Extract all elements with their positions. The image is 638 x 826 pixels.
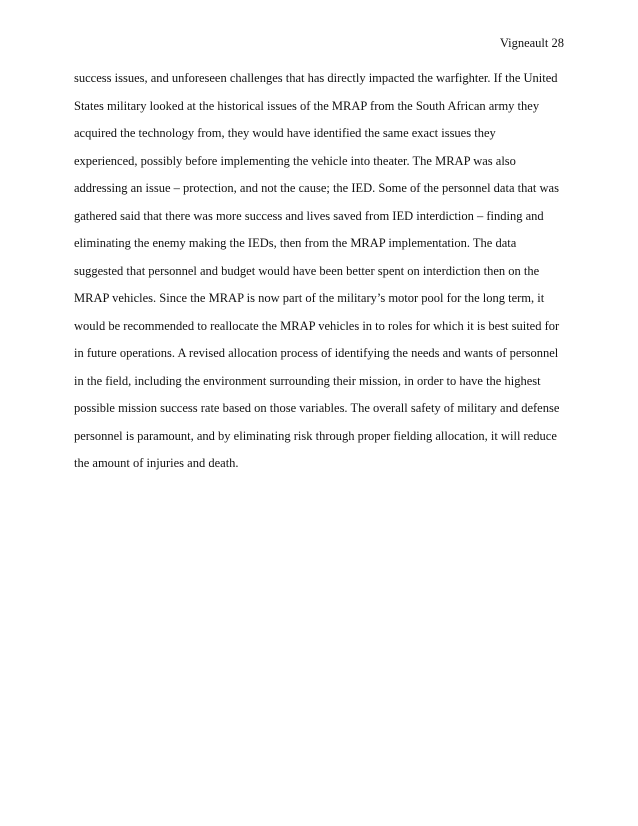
text-line: the amount of injuries and death. [74,456,239,470]
text-line: eliminating the enemy making the IEDs, then from the MRAP implementation. The data [74,236,517,250]
text-line: States military looked at the historical issues of the MRAP from the South African army they [74,98,540,113]
body-paragraph [74,70,574,483]
text-line: possible mission success rate based on those variables. The overall safety of military and defense [74,401,560,415]
text-line: personnel is paramount, and by eliminating risk through proper fielding allocation, it will reduce [74,428,557,443]
text-line: in future operations. A revised allocation process of identifying the needs and wants of personnel [74,346,559,360]
text-line: addressing an issue – protection, and not the cause; the IED. Some of the personnel data that was [74,181,559,195]
text-line: in the field, including the environment surrounding their mission, in order to have the highest [74,373,541,388]
text-line: gathered said that there was more success and lives saved from IED interdiction – finding and [74,208,544,223]
text-line: suggested that personnel and budget would have been better spent on interdiction then on the [74,263,540,278]
text-line: would be recommended to reallocate the MRAP vehicles in to roles for which it is best suited for [74,318,560,333]
text-line: success issues, and unforeseen challenges that has directly impacted the warfighter. If the United [74,71,558,85]
running-head: Vigneault 28 [499,36,564,50]
text-line: MRAP vehicles. Since the MRAP is now part of the military’s motor pool for the long term, it [74,291,545,305]
text-line: acquired the technology from, they would have identified the same exact issues they [74,126,496,140]
text-line: experienced, possibly before implementing the vehicle into theater. The MRAP was also [74,153,516,168]
